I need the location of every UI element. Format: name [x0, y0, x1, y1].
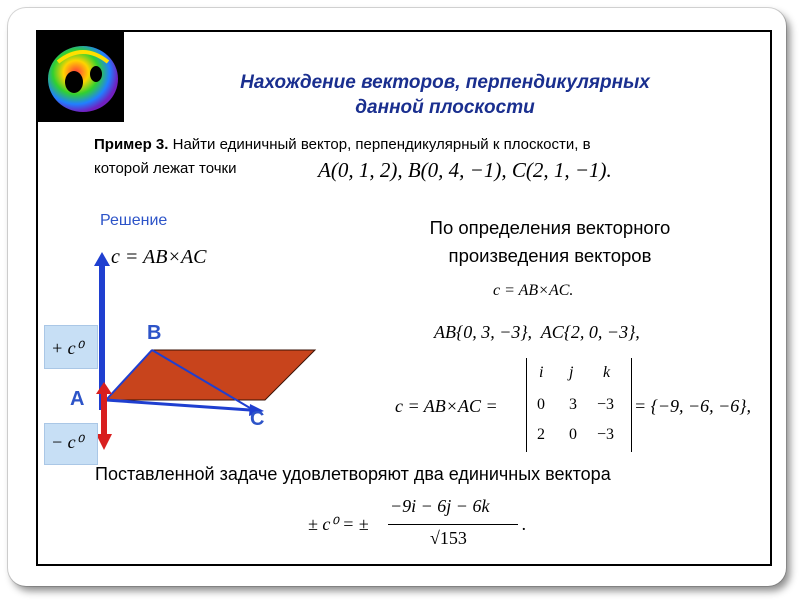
title-line-1: Нахождение векторов, перпендикулярных	[240, 72, 650, 93]
final-denominator: √153	[430, 528, 467, 548]
minus-normal-box	[44, 423, 98, 465]
point-c-coords: C(2, 1, −1).	[511, 158, 612, 182]
point-a-coords: A(0, 1, 2),	[318, 158, 408, 182]
determinant-lhs: c = AB×AC =	[395, 396, 498, 416]
slide-title	[150, 70, 740, 120]
det-cell-0-1: j	[569, 364, 574, 381]
vector-coordinates	[434, 322, 640, 343]
determinant-result: = {−9, −6, −6},	[634, 396, 751, 416]
plus-normal-label: + c⁰	[51, 338, 83, 358]
det-cell-1-0: 0	[537, 396, 545, 413]
solution-label: Решение	[100, 212, 168, 229]
det-cell-2-0: 2	[537, 426, 545, 443]
vector-ac	[106, 400, 250, 410]
point-b-label: B	[147, 322, 162, 344]
determinant-matrix	[526, 358, 632, 452]
det-cell-2-1: 0	[569, 426, 577, 443]
point-b-coords: B(0, 4, −1),	[407, 158, 512, 182]
vector-ac-coords: AC{2, 0, −3},	[540, 322, 640, 342]
normal-down-arrowhead	[96, 434, 112, 450]
cross-product-definition: c = AB×AC	[111, 246, 207, 268]
point-c-label: C	[250, 408, 265, 430]
plus-normal-box	[44, 325, 98, 369]
det-cell-1-1: 3	[569, 396, 577, 413]
definition-line-2: произведения векторов	[448, 245, 652, 266]
unit-vector-formula	[308, 496, 538, 558]
det-cell-1-2: −3	[597, 396, 615, 413]
fraction-bar	[388, 524, 518, 525]
definition-line-1: По определения векторного	[429, 217, 671, 238]
final-lhs: ± c⁰ = ±	[308, 514, 369, 534]
final-numerator: −9i − 6j − 6k	[390, 496, 490, 516]
example-text: Найти единичный вектор, перпендикулярный к плоскости, в	[168, 136, 591, 153]
vector-ab-coords: AB{0, 3, −3},	[434, 322, 533, 342]
conclusion-text: Поставленной задаче удовлетворяют два единичных вектора	[95, 464, 611, 484]
example-label: Пример 3.	[94, 136, 169, 153]
logo	[38, 32, 124, 122]
definition-formula: c = AB×AC.	[493, 282, 574, 299]
normal-up-arrowhead	[94, 252, 110, 266]
title-line-2: данной плоскости	[355, 97, 535, 118]
minus-normal-label: − c⁰	[51, 432, 83, 452]
normal-down-top-arrowhead	[96, 382, 112, 394]
det-cell-2-2: −3	[597, 426, 615, 443]
final-period: .	[522, 514, 527, 534]
det-cell-0-2: k	[603, 364, 611, 381]
det-cell-0-0: i	[539, 364, 544, 381]
example-text-2: которой лежат точки	[94, 160, 237, 177]
points-formula	[318, 158, 612, 183]
definition-text	[370, 214, 730, 270]
plane-shape	[106, 350, 315, 400]
point-a-label: A	[70, 388, 85, 410]
